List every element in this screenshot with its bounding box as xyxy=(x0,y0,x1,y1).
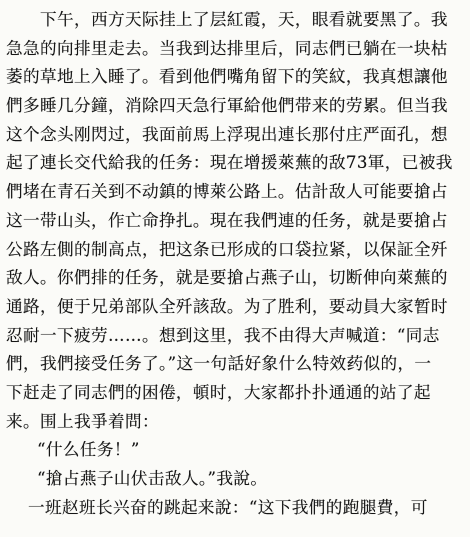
text-line: 下午，西方天际挂上了层紅霞，天，眼看就要黑了。我 xyxy=(6,10,448,29)
text-line: 这个念头刚閃过，我面前馬上浮現出連长那付庄严面孔，想 xyxy=(6,124,448,144)
text-line: 下赶走了同志們的困倦，頓时，大家都扑扑通通的站了起 xyxy=(6,382,431,402)
text-line: 萎的草地上入睡了。看到他們嘴角留下的笑紋，我真想讓他 xyxy=(6,67,448,87)
text-line: 起了連长交代給我的任务：現在增援萊蕪的敌73軍，已被我 xyxy=(6,153,453,173)
text-line: 們堵在青石关到不动鎮的博萊公路上。估計敌人可能要搶占 xyxy=(6,182,448,202)
text-line: “搶占燕子山伏击敌人。”我說。 xyxy=(37,469,268,488)
text-line: 敌人。你們排的任务，就是要搶占燕子山，切断伸向萊蕪的 xyxy=(6,268,448,288)
text-line: 通路，便于兄弟部队全歼該敌。为了胜利，要动員大家暂时 xyxy=(6,296,448,316)
text-line: 急急的向排里走去。当我到达排里后，同志們已躺在一块枯 xyxy=(6,38,448,58)
text-line: 这一带山头，作亡命挣扎。現在我們連的任务，就是要搶占 xyxy=(6,210,448,230)
text-line: 公路左側的制高点，把这条已形成的口袋拉紧，以保証全歼 xyxy=(6,239,448,259)
text-line: 一班赵班长兴奋的跳起来說：“这下我們的跑腿費，可 xyxy=(28,497,428,517)
body-text xyxy=(6,6,466,522)
text-line: 們多睡几分鐘，消除四天急行軍給他們带来的劳累。但当我 xyxy=(6,96,448,116)
text-line: “什么任务！” xyxy=(37,440,140,460)
text-line: 来。围上我爭着問： xyxy=(6,411,159,431)
text-line: 們，我們接受任务了。”这一句話好象什么特效药似的，一 xyxy=(6,354,432,374)
text-line: 忍耐一下疲劳……。想到这里，我不由得大声喊道：“同志 xyxy=(6,325,440,345)
